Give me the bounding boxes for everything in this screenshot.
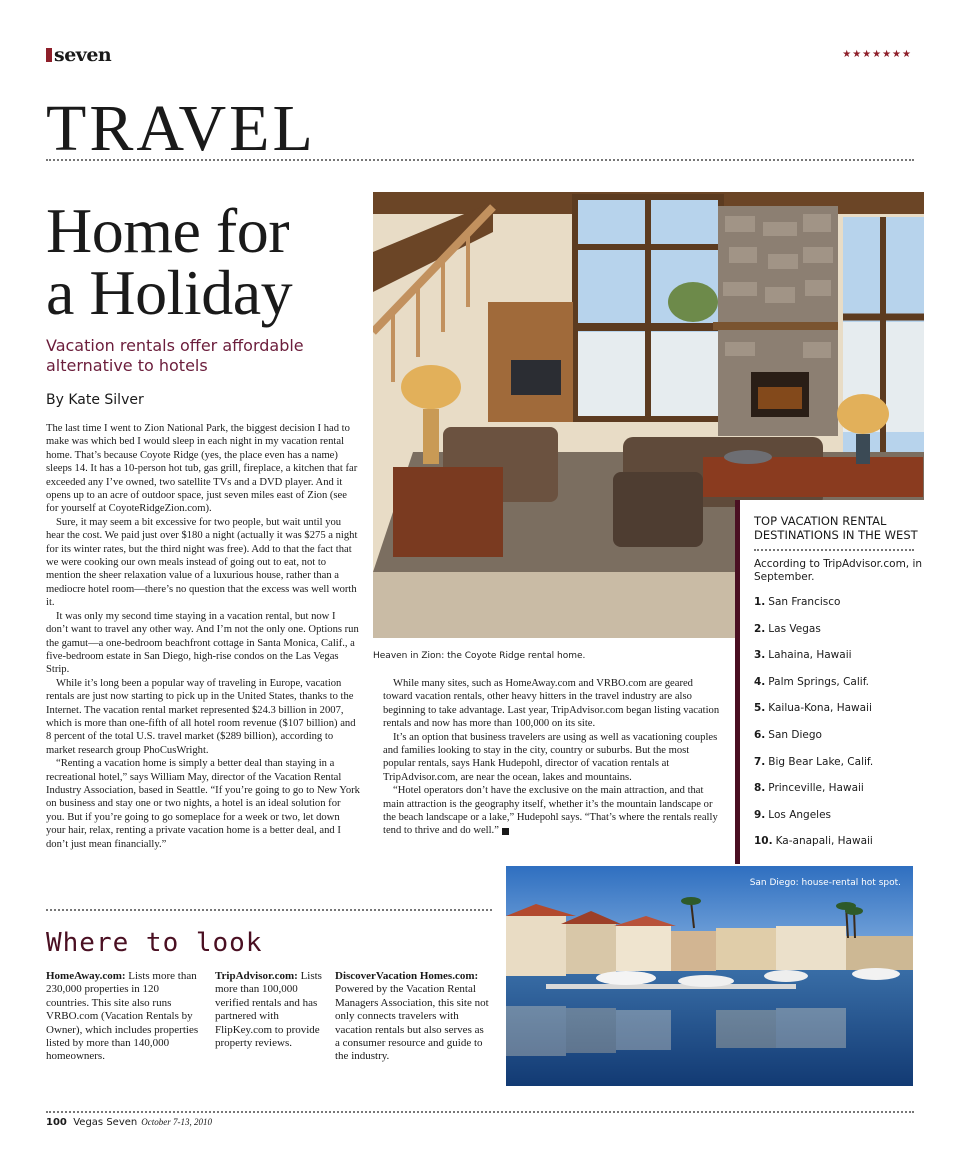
list-item [754, 729, 924, 756]
footer-divider [46, 1111, 914, 1113]
where-entry-tripadvisor [215, 970, 323, 1050]
page-footer [46, 1117, 212, 1128]
article-column-1 [46, 422, 360, 851]
list-item-name: Las Vegas [768, 622, 821, 635]
list-item-name: Kailua-Kona, Hawaii [768, 702, 872, 715]
paragraph: It was only my second time staying in a vacation rental, but now I don’t want to travel any other way. And I’m not the only one. Options run the gamut—a one-bedroom beachfront cottage in Santa Monica, Calif., a five-bedroom estate in San Diego, high-rise condos on the Las Vegas Strip. [46, 610, 359, 676]
paragraph: It’s an option that business travelers are using as well as vacationing couples and families looking to stay in the city, country or suburbs. But the most popular rentals, says Hank Hudepohl, director of vacation rentals at TripAdvisor.com, are near the ocean, lakes and mountains. [383, 731, 718, 783]
entry-name: TripAdvisor.com: [215, 970, 298, 982]
deck-line-2: alternative to hotels [46, 356, 208, 375]
paragraph [383, 784, 723, 838]
where-divider [46, 909, 492, 911]
entry-name: DiscoverVacation Homes.com: [335, 970, 479, 982]
list-item-name: Palm Springs, Calif. [768, 675, 869, 688]
list-item [754, 649, 924, 676]
paragraph: While it’s long been a popular way of traveling in Europe, vacation rentals are just now starting to pick up in the United States, thanks to the Internet. The vacation rental market represented $24.3 billion in 2007, which is more than one-fifth of all hotel room revenue ($107 billion) and 8 percent of the total U.S. travel market ($289 billion), according to market research group PhoCusWright. [46, 677, 356, 756]
list-item-number: 3. [754, 649, 766, 662]
article-column-2 [383, 677, 723, 838]
entry-name: HomeAway.com: [46, 970, 126, 982]
list-item [754, 702, 924, 729]
entry-text: Lists more than 100,000 verified rentals and has partnered with FlipKey.com to provide property reviews. [215, 970, 322, 1050]
list-item [754, 596, 924, 623]
logo-bar [46, 48, 52, 62]
byline: By Kate Silver [46, 392, 144, 408]
list-item-name: Los Angeles [768, 808, 832, 821]
publication-logo [46, 44, 111, 66]
paragraph: The last time I went to Zion National Park, the biggest decision I had to make was which bed I would sleep in each night in my vacation rental home. That’s because Coyote Ridge (yes, the place even has a name) sleeps 14. It has a 10-person hot tub, gas grill, fireplace, a kitchen that far exceeded any I’ve owned, two satellite TVs and a DVD player. And it opens up to an acre of outdoor space, just seven miles east of Zion (see for yourself at CoyoteRidgeZion.com). [46, 423, 358, 515]
destinations-list [754, 596, 924, 862]
list-item-number: 2. [754, 622, 766, 635]
list-item [754, 756, 924, 783]
deck-line-1: Vacation rentals offer affordable [46, 336, 304, 355]
list-item-name: Big Bear Lake, Calif. [768, 755, 874, 768]
list-item-number: 9. [754, 808, 766, 821]
list-item-name: Princeville, Hawaii [768, 782, 864, 795]
section-title: TRAVEL [46, 92, 316, 165]
list-item-number: 4. [754, 675, 766, 688]
entry-text: Lists more than 230,000 properties in 120 countries. This site also runs VRBO.com (Vacation Rentals by Owner), which includes properties listed by more than 140,000 homeowners. [46, 970, 199, 1063]
where-to-look-title: Where to look [46, 928, 263, 958]
paragraph-text: “Hotel operators don’t have the exclusive on the main attraction, and that main attraction is the geography itself, whether it’s the mountain landscape or the beach landscape or a lake,” Hudepohl says. “That’s where the rentals really tend to thrive and do well.” [383, 785, 718, 837]
page-number: 100 [46, 1117, 67, 1128]
end-of-story-mark [502, 828, 509, 835]
list-item-name: San Francisco [768, 596, 841, 608]
sidebar-divider [754, 549, 914, 551]
top-destinations-sidebar [735, 500, 924, 864]
list-item-name: San Diego [768, 728, 822, 741]
list-item-number: 7. [754, 755, 766, 768]
star-rating-decoration: ★★★★★★★ [842, 49, 912, 60]
section-divider [46, 159, 914, 161]
where-entry-discover [335, 970, 490, 1064]
list-item-name: Lahaina, Hawaii [768, 649, 852, 662]
harbor-illustration [506, 866, 913, 1086]
list-item-name: Ka-anapali, Hawaii [775, 835, 873, 848]
issue-date: October 7-13, 2010 [141, 1117, 212, 1127]
list-item-number: 5. [754, 702, 766, 715]
logo-text: seven [54, 44, 112, 66]
entry-text: Powered by the Vacation Rental Managers Association, this site not only connects travelers with vacation rentals but also serves as a consumer resource and guide to the industry. [335, 983, 489, 1063]
paragraph: “Renting a vacation home is simply a better deal than staying in a recreational hotel,” says William May, director of the Vacation Rental Industry Association, based in Seattle. “If you’re going to go to New York on business and stay one or two nights, a hotel is an ideal solution for you. But if you’re going to go someplace for a week or two, let down your hair, relax, renting a private vacation home is a better deal, and I don’t just mean financially.” [46, 758, 360, 850]
publication-name: Vegas Seven [73, 1117, 138, 1128]
san-diego-photo [506, 866, 913, 1086]
sidebar-subtitle: According to TripAdvisor.com, in September. [754, 558, 923, 583]
headline-line-2: a Holiday [46, 257, 293, 328]
list-item [754, 835, 924, 862]
where-entry-homeaway [46, 970, 202, 1064]
list-item [754, 809, 924, 836]
list-item-number: 6. [754, 728, 766, 741]
paragraph: While many sites, such as HomeAway.com and VRBO.com are geared toward vacation rentals, other heavy hitters in the travel industry are also beginning to take advantage. Last year, TripAdvisor.com began listing vacation rentals and now has more than 100,000 on its site. [383, 678, 720, 730]
list-item [754, 782, 924, 809]
hero-photo-caption: Heaven in Zion: the Coyote Ridge rental home. [373, 651, 586, 661]
san-diego-caption: San Diego: house-rental hot spot. [749, 878, 901, 888]
sidebar-title: TOP VACATION RENTAL DESTINATIONS IN THE WEST [754, 514, 918, 542]
list-item [754, 676, 924, 703]
article-headline [46, 195, 366, 328]
list-item-number: 1. [754, 596, 766, 608]
list-item [754, 623, 924, 650]
list-item-number: 8. [754, 782, 766, 795]
headline-line-1: Home for [46, 195, 290, 266]
list-item-number: 10. [754, 835, 773, 848]
article-deck [46, 336, 366, 376]
paragraph: Sure, it may seem a bit excessive for two people, but wait until you hear the cost. We paid just over $180 a night (actually it was $275 a night for its winter rates, but the third night was free). Add to that the fact that we were cooking our own meals instead of going out to eat, not to mention the sheer relaxation value of a luxurious house, rather than a mediocre hotel room—there’s no question that the excess was well worth it. [46, 516, 358, 609]
